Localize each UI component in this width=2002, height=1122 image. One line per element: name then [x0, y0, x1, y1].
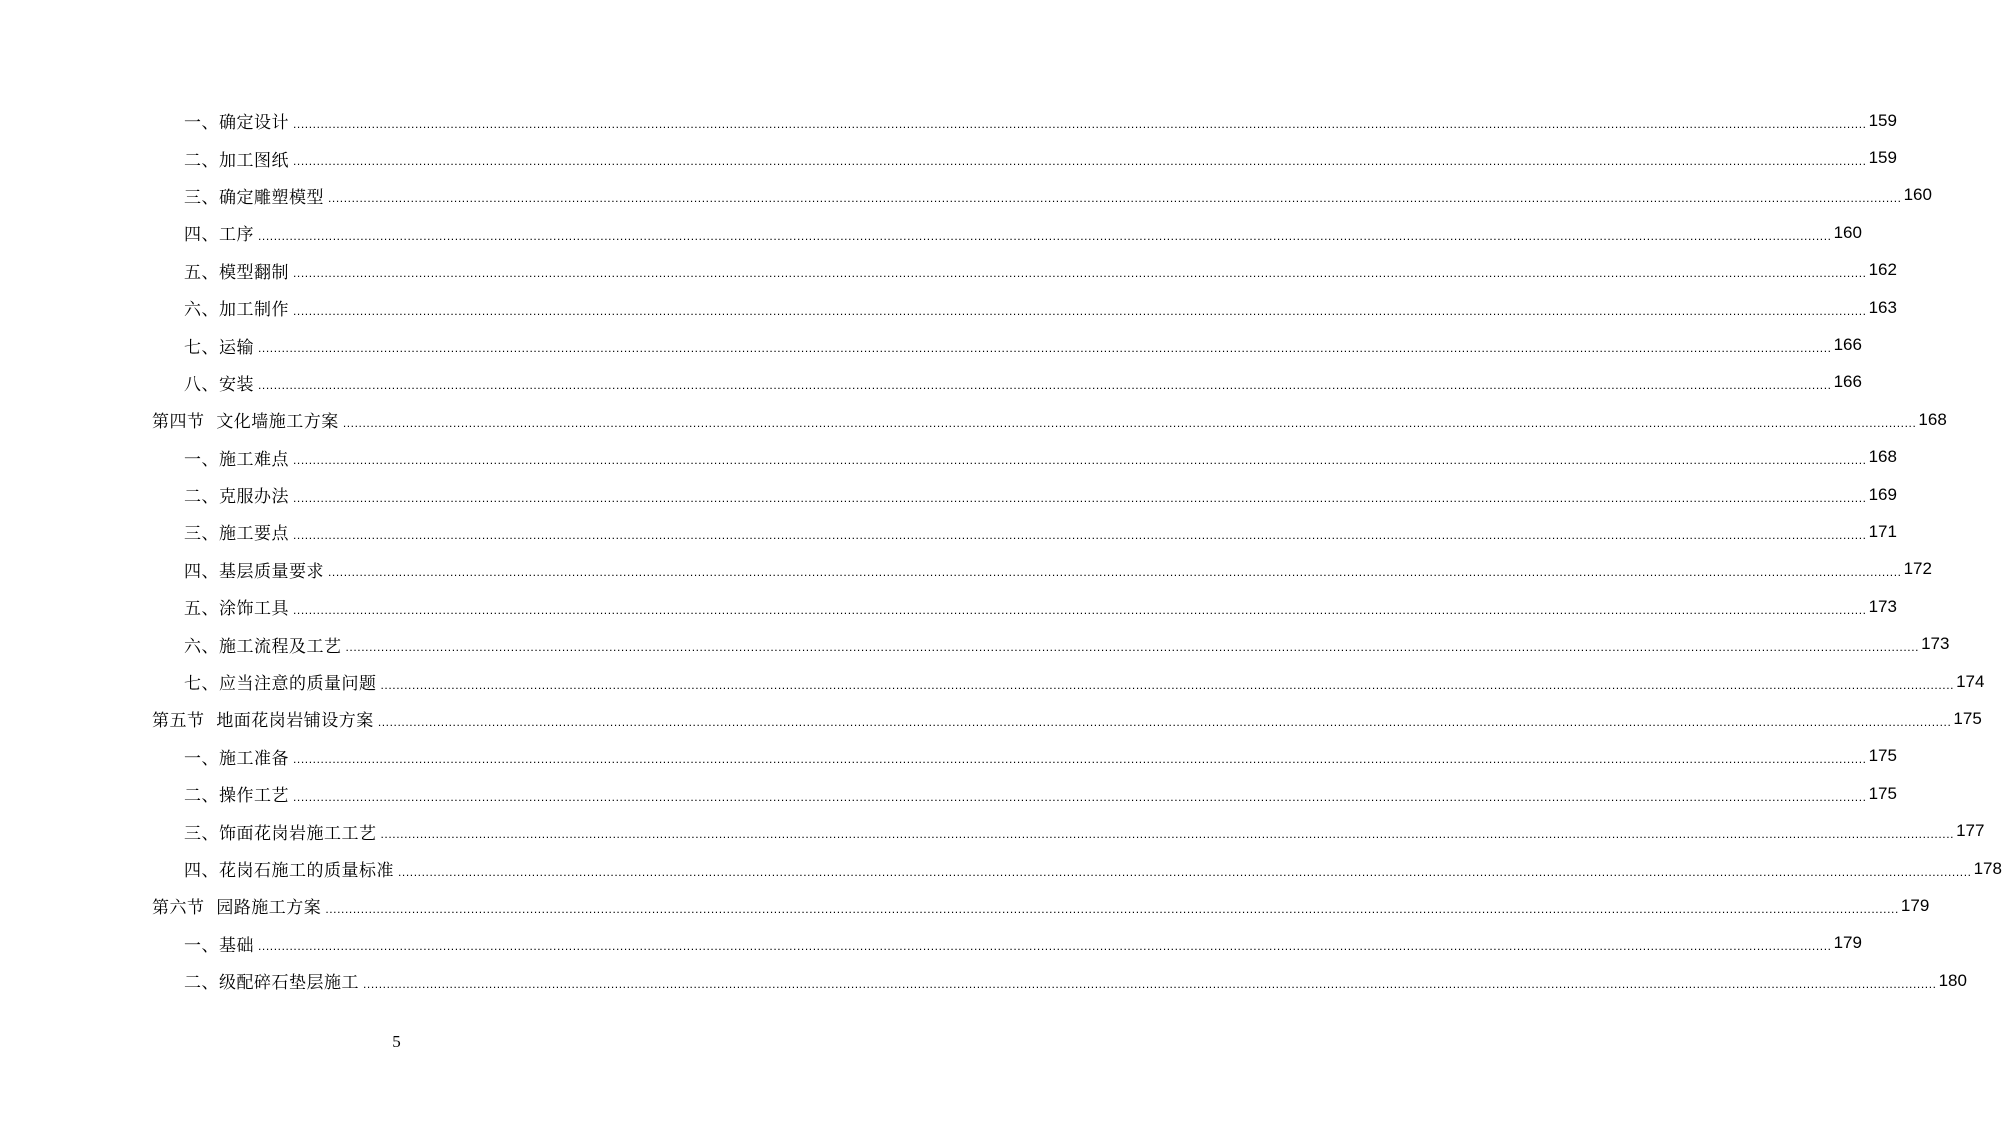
toc-dot-leader: ................................................................................................................................................................................................................................................................................................................................................................................................................ [293, 453, 1867, 468]
toc-dot-leader: ................................................................................................................................................................................................................................................................................................................................................................................................................ [328, 565, 1902, 580]
toc-entry-page: 173 [1868, 596, 1897, 616]
toc-entry-page: 160 [1903, 185, 1932, 205]
toc-entry-title: 运输 [219, 337, 254, 358]
toc-entry-number: 一、 [184, 449, 219, 470]
toc-dot-leader: ................................................................................................................................................................................................................................................................................................................................................................................................................ [398, 864, 1972, 879]
toc-dot-leader: ................................................................................................................................................................................................................................................................................................................................................................................................................ [293, 490, 1867, 505]
toc-item-row[interactable] [0, 812, 1985, 849]
toc-item-row[interactable] [0, 738, 1897, 775]
toc-item-row[interactable] [0, 177, 1932, 214]
toc-dot-leader: ................................................................................................................................................................................................................................................................................................................................................................................................................ [258, 341, 1832, 356]
table-of-contents [0, 102, 2002, 999]
toc-item-row[interactable] [0, 513, 1897, 550]
toc-entry-title: 基层质量要求 [219, 561, 324, 582]
toc-item-row[interactable] [0, 588, 1897, 625]
toc-entry-page: 173 [1921, 634, 1950, 654]
toc-entry-page: 168 [1868, 447, 1897, 467]
toc-entry-title: 施工要点 [219, 524, 289, 545]
toc-entry-title: 地面花岗岩铺设方案 [216, 711, 374, 732]
toc-dot-leader: ................................................................................................................................................................................................................................................................................................................................................................................................................ [293, 116, 1867, 131]
toc-entry-title: 饰面花岗岩施工工艺 [219, 823, 377, 844]
toc-entry-title: 确定雕塑模型 [219, 187, 324, 208]
toc-item-row[interactable] [0, 364, 1862, 401]
toc-item-row[interactable] [0, 214, 1862, 251]
toc-entry-title: 施工准备 [219, 748, 289, 769]
toc-entry-number: 一、 [184, 748, 219, 769]
toc-entry-number: 一、 [184, 935, 219, 956]
toc-entry-title: 模型翻制 [219, 262, 289, 283]
toc-dot-leader: ................................................................................................................................................................................................................................................................................................................................................................................................................ [293, 789, 1867, 804]
toc-entry-page: 174 [1956, 671, 1985, 691]
toc-dot-leader: ................................................................................................................................................................................................................................................................................................................................................................................................................ [363, 976, 1937, 991]
toc-entry-page: 177 [1956, 821, 1985, 841]
toc-dot-leader: ................................................................................................................................................................................................................................................................................................................................................................................................................ [328, 191, 1902, 206]
toc-entry-number: 二、 [184, 487, 219, 508]
toc-dot-leader: ................................................................................................................................................................................................................................................................................................................................................................................................................ [293, 266, 1867, 281]
toc-dot-leader: ................................................................................................................................................................................................................................................................................................................................................................................................................ [293, 303, 1867, 318]
toc-dot-leader: ................................................................................................................................................................................................................................................................................................................................................................................................................ [380, 677, 1955, 692]
toc-item-row[interactable] [0, 102, 1897, 139]
toc-dot-leader: ................................................................................................................................................................................................................................................................................................................................................................................................................ [342, 415, 1917, 430]
toc-entry-title: 文化墙施工方案 [216, 412, 339, 433]
toc-entry-title: 加工制作 [219, 300, 289, 321]
toc-section-row[interactable] [0, 887, 1930, 924]
toc-item-row[interactable] [0, 625, 1950, 662]
toc-entry-page: 169 [1868, 484, 1897, 504]
toc-dot-leader: ................................................................................................................................................................................................................................................................................................................................................................................................................ [377, 714, 1952, 729]
toc-entry-number: 五、 [184, 599, 219, 620]
toc-entry-page: 163 [1868, 297, 1897, 317]
toc-dot-leader: ................................................................................................................................................................................................................................................................................................................................................................................................................ [293, 154, 1867, 169]
toc-dot-leader: ................................................................................................................................................................................................................................................................................................................................................................................................................ [258, 228, 1832, 243]
toc-entry-number: 一、 [184, 113, 219, 134]
toc-entry-number: 二、 [184, 150, 219, 171]
toc-entry-page: 172 [1903, 559, 1932, 579]
toc-item-row[interactable] [0, 775, 1897, 812]
toc-section-row[interactable] [0, 700, 1982, 737]
toc-entry-number: 第五节 [152, 711, 217, 732]
toc-entry-page: 171 [1868, 521, 1897, 541]
toc-dot-leader: ................................................................................................................................................................................................................................................................................................................................................................................................................ [258, 939, 1832, 954]
toc-entry-page: 180 [1938, 970, 1967, 990]
toc-item-row[interactable] [0, 326, 1862, 363]
toc-entry-title: 克服办法 [219, 487, 289, 508]
toc-entry-number: 五、 [184, 262, 219, 283]
toc-entry-page: 175 [1868, 783, 1897, 803]
toc-entry-number: 二、 [184, 786, 219, 807]
toc-entry-page: 166 [1833, 372, 1862, 392]
toc-entry-title: 涂饰工具 [219, 599, 289, 620]
toc-entry-page: 159 [1868, 148, 1897, 168]
toc-entry-title: 确定设计 [219, 113, 289, 134]
toc-entry-number: 三、 [184, 823, 219, 844]
toc-entry-title: 级配碎石垫层施工 [219, 973, 359, 994]
toc-entry-page: 159 [1868, 110, 1897, 130]
toc-dot-leader: ................................................................................................................................................................................................................................................................................................................................................................................................................ [258, 378, 1832, 393]
toc-dot-leader: ................................................................................................................................................................................................................................................................................................................................................................................................................ [345, 640, 1920, 655]
toc-entry-number: 第六节 [152, 898, 217, 919]
toc-entry-page: 168 [1918, 409, 1947, 429]
toc-entry-number: 三、 [184, 187, 219, 208]
toc-entry-number: 二、 [184, 973, 219, 994]
toc-item-row[interactable] [0, 962, 1967, 999]
toc-entry-title: 基础 [219, 935, 254, 956]
toc-dot-leader: ................................................................................................................................................................................................................................................................................................................................................................................................................ [293, 527, 1867, 542]
toc-entry-number: 六、 [184, 636, 219, 657]
toc-entry-title: 工序 [219, 225, 254, 246]
toc-item-row[interactable] [0, 925, 1862, 962]
toc-entry-number: 四、 [184, 225, 219, 246]
toc-entry-page: 179 [1833, 933, 1862, 953]
toc-entry-title: 应当注意的质量问题 [219, 674, 377, 695]
toc-entry-number: 第四节 [152, 412, 217, 433]
toc-item-row[interactable] [0, 439, 1897, 476]
toc-entry-title: 加工图纸 [219, 150, 289, 171]
toc-entry-page: 178 [1973, 858, 2002, 878]
toc-dot-leader: ................................................................................................................................................................................................................................................................................................................................................................................................................ [293, 602, 1867, 617]
toc-entry-page: 175 [1953, 708, 1982, 728]
toc-entry-number: 四、 [184, 561, 219, 582]
toc-item-row[interactable] [0, 551, 1932, 588]
toc-entry-page: 166 [1833, 335, 1862, 355]
toc-item-row[interactable] [0, 139, 1897, 176]
toc-item-row[interactable] [0, 850, 2002, 887]
toc-dot-leader: ................................................................................................................................................................................................................................................................................................................................................................................................................ [325, 901, 1899, 916]
toc-entry-title: 园路施工方案 [216, 898, 322, 919]
toc-entry-number: 六、 [184, 300, 219, 321]
toc-entry-title: 施工难点 [219, 449, 289, 470]
toc-entry-page: 160 [1833, 222, 1862, 242]
toc-dot-leader: ................................................................................................................................................................................................................................................................................................................................................................................................................ [380, 827, 1955, 842]
toc-entry-page: 162 [1868, 260, 1897, 280]
toc-entry-number: 七、 [184, 674, 219, 695]
toc-item-row[interactable] [0, 476, 1897, 513]
toc-entry-number: 四、 [184, 861, 219, 881]
toc-item-row[interactable] [0, 289, 1897, 326]
toc-entry-title: 施工流程及工艺 [219, 636, 342, 657]
page-number: 5 [392, 1032, 401, 1051]
toc-item-row[interactable] [0, 663, 1985, 700]
toc-entry-title: 操作工艺 [219, 786, 289, 807]
toc-entry-number: 三、 [184, 524, 219, 545]
toc-entry-number: 七、 [184, 337, 219, 358]
toc-item-row[interactable] [0, 252, 1897, 289]
toc-entry-page: 175 [1868, 746, 1897, 766]
toc-section-row[interactable] [0, 401, 1947, 438]
toc-entry-title: 花岗石施工的质量标准 [219, 861, 394, 881]
toc-entry-title: 安装 [219, 374, 254, 395]
toc-dot-leader: ................................................................................................................................................................................................................................................................................................................................................................................................................ [293, 752, 1867, 767]
toc-entry-number: 八、 [184, 374, 219, 395]
toc-entry-page: 179 [1900, 895, 1930, 915]
